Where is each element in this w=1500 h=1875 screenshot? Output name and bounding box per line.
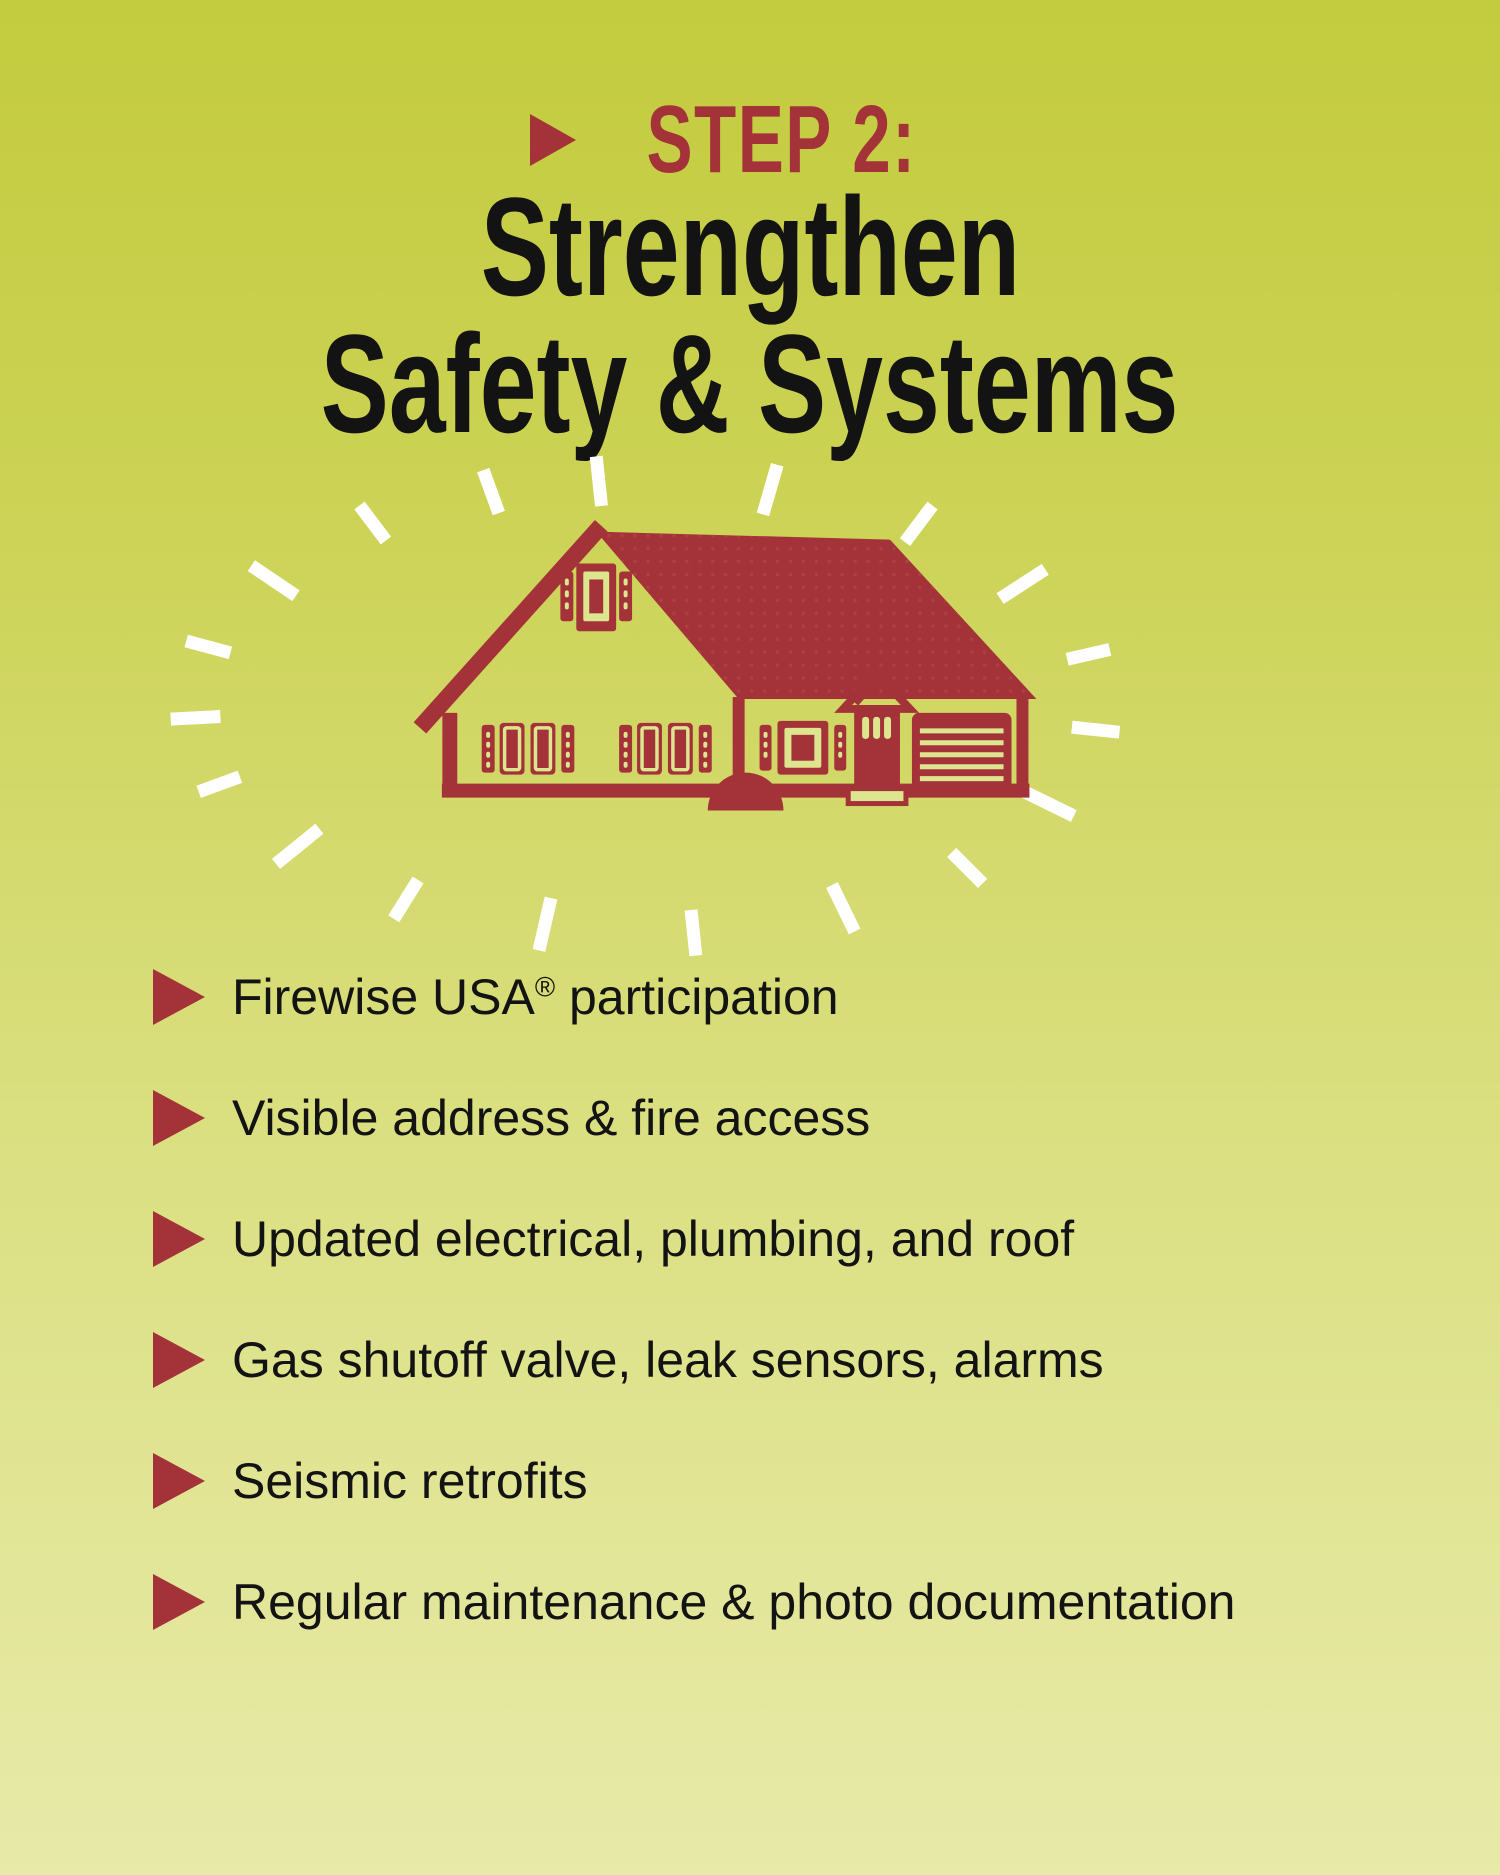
bullet-triangle-icon [153,1574,205,1630]
ray-dash [394,880,418,919]
window-group-right [619,723,712,775]
bush [708,773,784,811]
ray-dash [1067,649,1110,659]
ray-dash [483,470,499,513]
ray-dash [199,777,240,792]
step-arrow-icon [530,114,576,166]
bullet-triangle-icon [153,1332,205,1388]
item-label: Regular maintenance & photo documentation [232,1574,1236,1630]
list-item [153,1571,1235,1633]
ray-dash [905,505,933,542]
gable-roof-edge [420,526,601,728]
ray-dash [596,456,601,505]
bullet-triangle-icon [153,1090,205,1146]
list-item [153,1329,1235,1391]
ray-dash [952,852,983,883]
ray-dash [763,465,777,515]
ray-dash [1000,569,1045,598]
bullet-triangle-icon [153,969,205,1025]
item-label: Visible address & fire access [232,1090,871,1146]
ray-dash [1024,791,1074,815]
picture-window [760,721,847,775]
house-illustration [163,452,1139,975]
registered-mark: ® [534,971,556,1003]
window-group-left [482,723,575,775]
house-icon [420,526,1036,811]
checklist [153,966,1235,1692]
ray-dash [360,505,386,540]
bullet-triangle-icon [153,1453,205,1509]
attic-window [560,564,632,632]
door-step [848,789,906,804]
list-item [153,1208,1235,1270]
item-label: Firewise USA® participation [232,969,839,1025]
bullet-triangle-icon [153,1211,205,1267]
item-label: Updated electrical, plumbing, and roof [232,1211,1075,1267]
list-item [153,1450,1235,1512]
page-title-line-2: Safety & Systems [321,305,1179,462]
ray-dash [1072,727,1120,732]
step-label: STEP 2: [646,86,918,193]
rays-icon [171,456,1120,955]
ray-dash [691,910,696,956]
ray-dash [539,898,551,950]
ray-dash [276,829,319,864]
page-title-line-1: Strengthen [480,168,1020,325]
list-item [153,966,1235,1028]
page-title [0,168,1500,462]
front-door [848,709,906,804]
garage-door [912,713,1012,793]
ray-dash [171,717,221,720]
item-label: Seismic retrofits [232,1453,588,1509]
ray-dash [832,885,855,932]
item-label: Gas shutoff valve, leak sensors, alarms [232,1332,1104,1388]
ray-dash [186,641,230,653]
ray-dash [251,566,296,596]
list-item [153,1087,1235,1149]
roof-texture [596,532,1036,699]
